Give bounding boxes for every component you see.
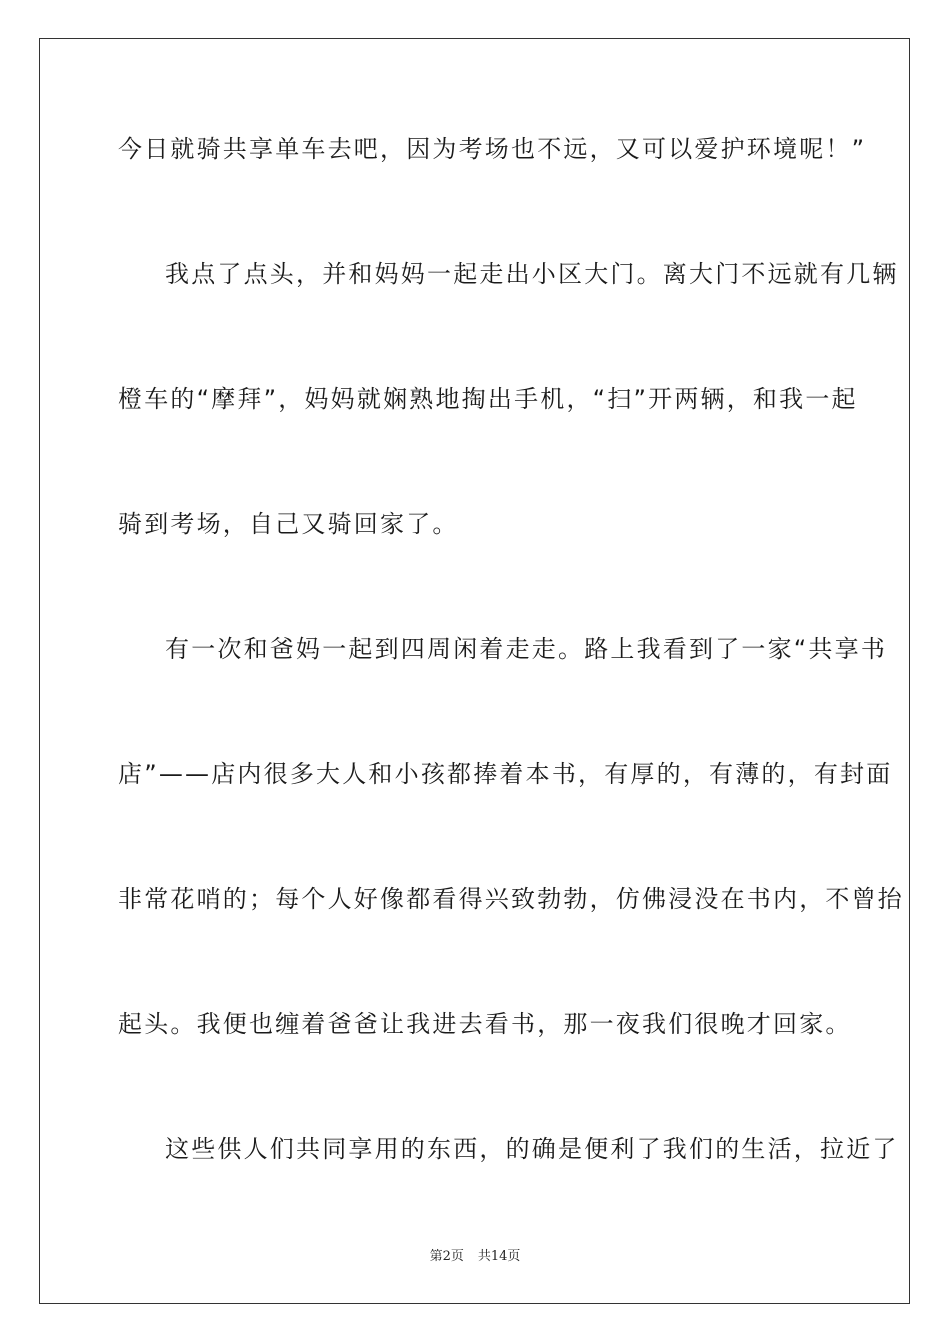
body-text-line: 橙车的“摩拜”，妈妈就娴熟地掏出手机，“扫”开两辆，和我一起 xyxy=(118,385,858,413)
body-text-line: 非常花哨的；每个人好像都看得兴致勃勃，仿佛浸没在书内，不曾抬 xyxy=(118,885,904,913)
page-total: 共14页 xyxy=(477,1249,521,1264)
body-text-line: 这些供人们共同享用的东西，的确是便利了我们的生活，拉近了 xyxy=(165,1135,899,1163)
page-number: 第2页 xyxy=(429,1249,464,1264)
body-text-line: 店”——店内很多大人和小孩都捧着本书，有厚的，有薄的，有封面 xyxy=(118,760,893,788)
page-border xyxy=(39,38,910,1304)
body-text-line: 今日就骑共享单车去吧，因为考场也不远，又可以爱护环境呢！” xyxy=(118,135,867,163)
body-text-line: 起头。我便也缠着爸爸让我进去看书，那一夜我们很晚才回家。 xyxy=(118,1010,852,1038)
page-footer xyxy=(0,1249,950,1265)
body-text-line: 我点了点头，并和妈妈一起走出小区大门。离大门不远就有几辆 xyxy=(165,260,899,288)
body-text-line: 有一次和爸妈一起到四周闲着走走。路上我看到了一家“共享书 xyxy=(165,635,888,663)
body-text-line: 骑到考场，自己又骑回家了。 xyxy=(118,510,459,538)
